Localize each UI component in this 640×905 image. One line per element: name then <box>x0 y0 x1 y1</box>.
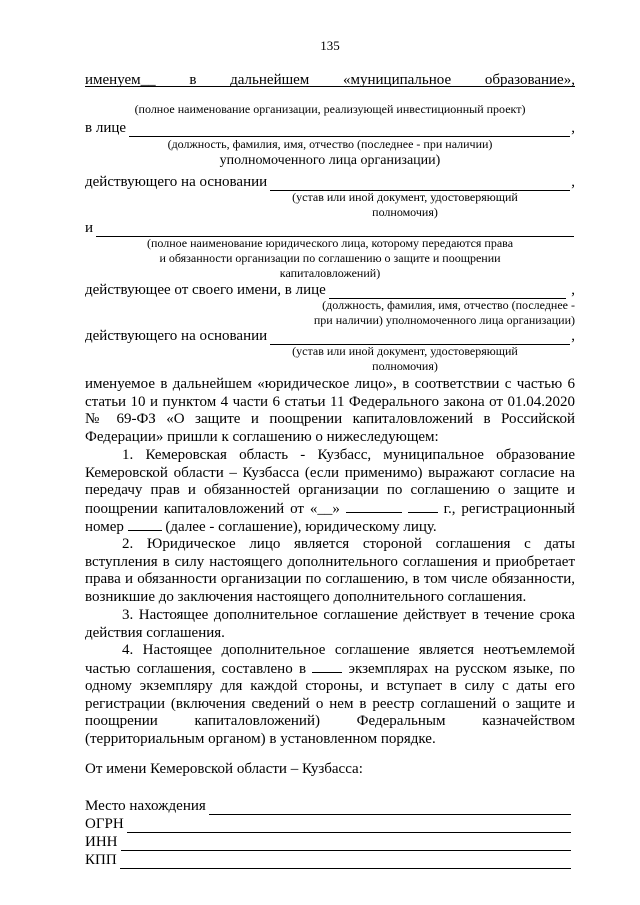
note-person-b <box>85 298 575 328</box>
in-person-line <box>85 119 575 137</box>
intro-word: дальнейшем <box>230 72 310 88</box>
field-kpp <box>85 851 575 869</box>
intro-word: в <box>189 72 197 88</box>
note-person-b-line: (должность, фамилия, имя, отчество (последнее - <box>322 298 575 312</box>
acting-basis-rule-2 <box>270 331 570 345</box>
field-rule <box>121 837 572 851</box>
in-person-rule <box>129 123 570 137</box>
year-blank <box>408 500 438 513</box>
acting-basis-line-2 <box>85 327 575 345</box>
copies-blank <box>312 660 342 673</box>
acting-own-line <box>85 281 575 299</box>
note-basis <box>85 190 575 220</box>
intro-word: образование», <box>484 72 575 88</box>
and-rule <box>96 223 574 237</box>
paragraph-2-text: 2. Юридическое лицо является стороной соглашения с даты вступления в силу настоящего дополнительного соглашения и приобретает права и обязанности организации по соглашению, в том числе обязанности, возникшие до заключения настоящего дополнительного соглашения. <box>85 536 575 605</box>
note-basis-2 <box>85 344 575 374</box>
comma: , <box>571 120 575 136</box>
field-rule <box>209 801 571 815</box>
paragraph-1-text-b: г., регистрационный номер <box>85 500 576 536</box>
paragraph-3 <box>85 607 575 642</box>
comma: , <box>571 174 575 190</box>
note-basis-line: полномочия) <box>372 205 438 219</box>
org-name-rule <box>85 86 575 87</box>
and-line <box>85 219 575 237</box>
note-person-2: уполномоченного лица организации) <box>219 153 441 168</box>
field-inn <box>85 833 575 851</box>
note-basis-line: (устав или иной документ, удостоверяющий <box>292 190 518 204</box>
date-blank <box>346 500 402 513</box>
in-person-label: в лице <box>85 120 127 136</box>
note-basis-line: полномочия) <box>372 359 438 373</box>
note-legal-entity <box>85 236 575 281</box>
note-legal-line: и обязанности организации по соглашению о защите и поощрении <box>159 251 501 265</box>
and-label: и <box>85 220 94 236</box>
comma: , <box>571 282 575 298</box>
note-person: (должность, фамилия, имя, отчество (последнее - при наличии) <box>167 137 493 151</box>
intro-word: «муниципальное <box>343 72 452 88</box>
field-rule <box>127 819 571 833</box>
intro-word: именуем__ <box>85 72 156 88</box>
acting-own-rule <box>329 285 566 299</box>
field-label: ИНН <box>85 834 118 850</box>
note-legal-line: капиталовложений) <box>279 266 381 280</box>
lead-paragraph: именуемое в дальнейшем «юридическое лицо», в соответствии с частью 6 статьи 10 и пунктом 4 части 6 статьи 11 Федерального закона от 01.04.2020 № 69-ФЗ «О защите и поощрении капиталовложений в Российской Федерации» пришли к соглашению о нижеследующем: <box>85 376 575 445</box>
field-label: КПП <box>85 852 117 868</box>
comma: , <box>571 328 575 344</box>
field-label: ОГРН <box>85 816 124 832</box>
field-ogrn <box>85 815 575 833</box>
paragraph-4-text-a: 4. Настоящее дополнительное соглашение является неотъемлемой частью соглашения, составлено в <box>85 642 575 677</box>
field-rule <box>120 855 571 869</box>
acting-basis-rule <box>270 177 570 191</box>
paragraph-1 <box>85 447 575 537</box>
field-location <box>85 797 575 815</box>
acting-basis-label-2: действующего на основании <box>85 328 268 344</box>
note-org-name: (полное наименование организации, реализующей инвестиционный проект) <box>134 102 526 116</box>
note-legal-line: (полное наименование юридического лица, которому передаются права <box>146 236 514 250</box>
acting-own-label: действующее от своего имени, в лице <box>85 282 326 298</box>
paragraph-4-text-b: экземплярах на русском языке, по одному экземпляру для каждой стороны, и вступает в силу с даты его регистрации (включения сведений о нем в реестр соглашений о защите и поощрении капиталовложений) Федеральным казначейством (территориальным органом) в установленном порядке. <box>85 660 575 747</box>
acting-basis-label: действующего на основании <box>85 174 268 190</box>
paragraph-4 <box>85 642 575 749</box>
paragraph-1-text-a: 1. Кемеровская область - Кузбасс, муниципальное образование Кемеровской области – Кузбасса (если применимо) выражают согласие на передачу прав и обязанностей организации по соглашению о защите и поощрении капиталовложений от «__» <box>85 447 575 517</box>
acting-basis-line <box>85 173 575 191</box>
field-label: Место нахождения <box>85 798 206 814</box>
paragraph-2 <box>85 536 575 606</box>
note-person-b-line: при наличии) уполномоченного лица организации) <box>313 313 575 327</box>
reg-number-blank <box>128 518 162 531</box>
signatory-title: От имени Кемеровской области – Кузбасса: <box>85 761 363 777</box>
page-number: 135 <box>320 38 340 53</box>
paragraph-3-text: 3. Настоящее дополнительное соглашение действует в течение срока действия соглашения. <box>85 607 575 641</box>
paragraph-1-text-c: (далее - соглашение), юридическому лицу. <box>165 519 437 536</box>
note-basis-line: (устав или иной документ, удостоверяющий <box>292 344 518 358</box>
